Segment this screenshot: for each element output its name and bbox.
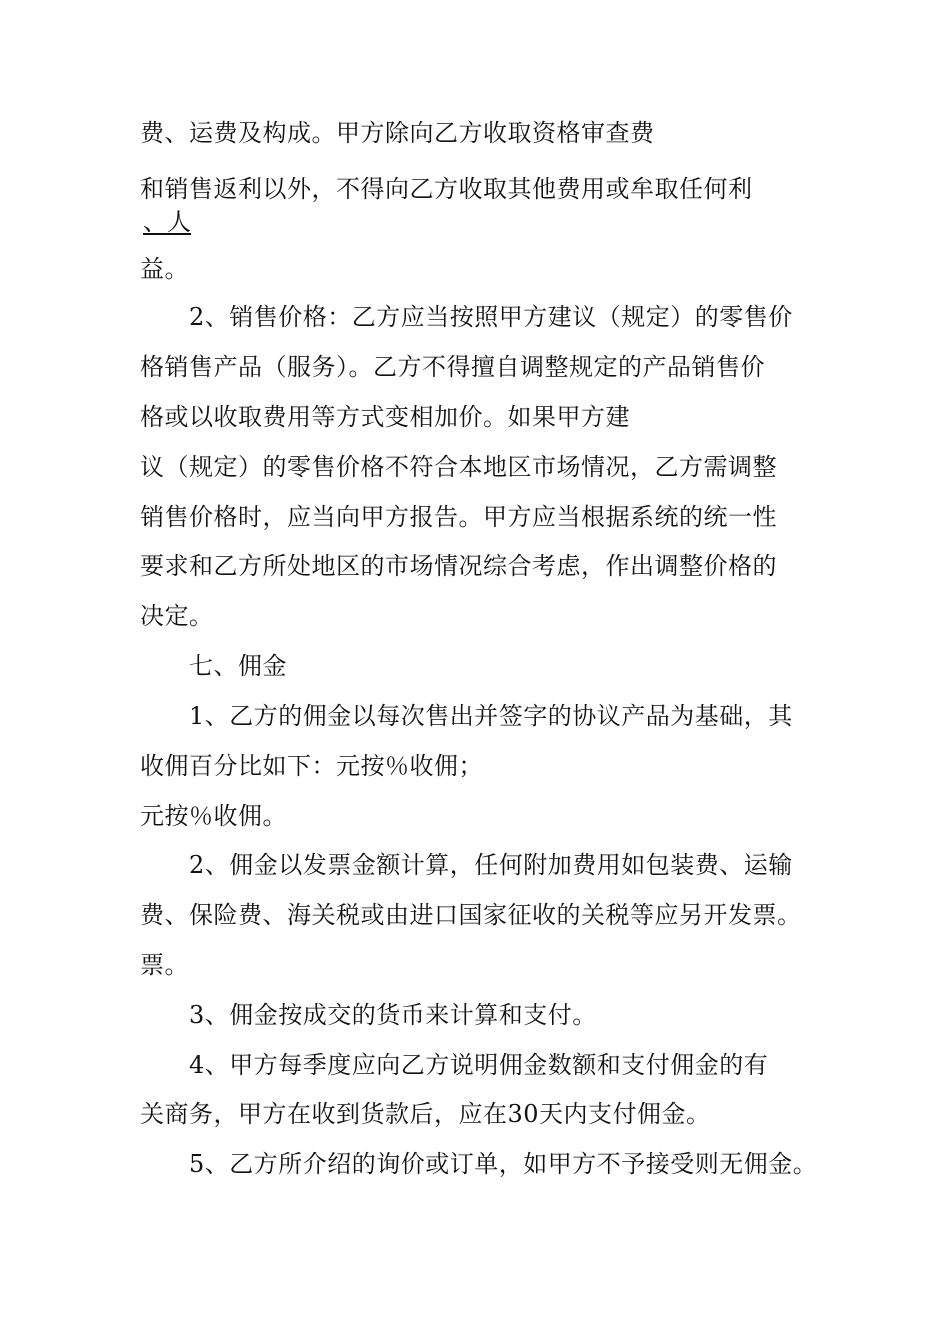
text-line-17: 票。 — [140, 951, 189, 979]
text-line-10: 决定。 — [140, 602, 214, 630]
text-line-2: 和销售返利以外，不得向乙方收取其他费用或牟取任何利 — [140, 175, 753, 203]
text-line-16: 费、保险费、海关税或由进口国家征收的关税等应另开发票。 — [140, 901, 802, 929]
stray-underlined-mark: 、人 — [143, 208, 191, 236]
text-line-19: 4、甲方每季度应向乙方说明佣金数额和支付佣金的有 — [189, 1051, 769, 1079]
text-line-21: 5、乙方所介绍的询价或订单，如甲方不予接受则无佣金。 — [189, 1150, 818, 1178]
text-line-12: 1、乙方的佣金以每次售出并签字的协议产品为基础，其 — [189, 702, 793, 730]
text-line-13: 收佣百分比如下：元按％收佣； — [140, 752, 483, 780]
text-line-15: 2、佣金以发票金额计算，任何附加费用如包装费、运输 — [189, 851, 793, 879]
text-line-14: 元按％收佣。 — [140, 802, 287, 830]
text-line-7: 议（规定）的零售价格不符合本地区市场情况，乙方需调整 — [140, 453, 777, 481]
text-line-8: 销售价格时，应当向甲方报告。甲方应当根据系统的统一性 — [140, 503, 777, 531]
text-line-1: 费、运费及构成。甲方除向乙方收取资格审查费 — [140, 119, 655, 147]
text-line-4: 2、销售价格：乙方应当按照甲方建议（规定）的零售价 — [189, 303, 793, 331]
text-line-18: 3、佣金按成交的货币来计算和支付。 — [189, 1001, 597, 1029]
section-heading: 七、佣金 — [189, 652, 287, 680]
text-line-3: 益。 — [140, 255, 189, 283]
text-line-9: 要求和乙方所处地区的市场情况综合考虑，作出调整价格的 — [140, 552, 777, 580]
text-line-20: 关商务，甲方在收到货款后，应在30天内支付佣金。 — [140, 1100, 711, 1128]
text-line-5: 格销售产品（服务）。乙方不得擅自调整规定的产品销售价 — [140, 353, 765, 381]
text-line-6: 格或以收取费用等方式变相加价。如果甲方建 — [140, 403, 630, 431]
